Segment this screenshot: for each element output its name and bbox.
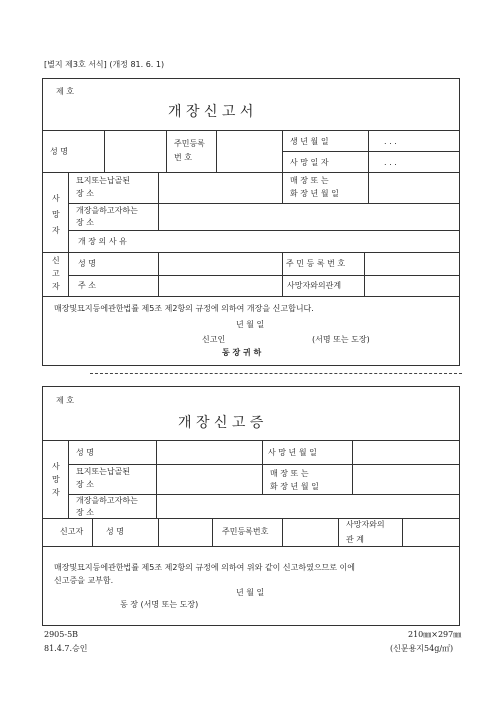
- birth-date-label: 생 년 월 일: [290, 137, 329, 146]
- cut-line: [90, 373, 462, 374]
- cert-statement-1: 매장및묘지등에관한법률 제5조 제2항의 규정에 의하여 위와 같이 신고하였으므로 이에: [54, 563, 356, 572]
- paper-type: (신문용지54g/㎡): [390, 644, 454, 653]
- new-place-label-2: 장 소: [76, 218, 94, 227]
- cert-deceased-side-3: 자: [52, 488, 60, 497]
- form1-title: 개 장 신 고 서: [168, 104, 254, 120]
- rrn-label-line2: 번 호: [174, 153, 192, 162]
- new-place-label-1: 개장을하고자하는: [76, 206, 138, 215]
- deceased-side-1: 사: [52, 194, 60, 203]
- approval-date: 81.4.7.승인: [44, 644, 88, 653]
- form-reference: [별지 제3호 서식] (개정 81. 6. 1): [44, 60, 165, 69]
- signer-label: 신고인: [202, 335, 226, 344]
- form-code: 2905-5B: [44, 630, 79, 639]
- date-line: 년 월 일: [236, 320, 265, 329]
- death-date-label: 사 망 일 자: [290, 158, 329, 167]
- birth-date-value[interactable]: . . .: [384, 137, 397, 146]
- cert-reporter-label: 신고자: [60, 527, 84, 536]
- cert-date-line: 년 월 일: [236, 588, 265, 597]
- cert-grave-label-2: 장 소: [76, 480, 94, 489]
- reporter-name-label: 성 명: [78, 259, 96, 268]
- reporter-address-label: 주 소: [78, 281, 96, 290]
- cert-death-date-label: 사 망 년 월 일: [268, 448, 317, 457]
- form2-title: 개 장 신 고 증: [178, 415, 264, 431]
- addressee: 동 장 귀 하: [222, 348, 262, 357]
- cert-deceased-side-2: 망: [52, 475, 60, 484]
- cert-burial-label-1: 매 장 또 는: [270, 469, 309, 478]
- reporter-side-1: 신: [52, 256, 60, 265]
- cert-relation-label-1: 사망자와의: [346, 520, 385, 529]
- statement: 매장및묘지등에관한법률 제5조 제2항의 규정에 의하여 개장을 신고합니다.: [54, 304, 314, 313]
- name-field[interactable]: [105, 131, 165, 171]
- cert-new-place-label-2: 장 소: [76, 508, 94, 517]
- reporter-rrn-label: 주 민 등 록 번 호: [286, 259, 346, 268]
- form1-number-label: 제 호: [56, 87, 74, 96]
- reason-label: 개 장 의 사 유: [78, 237, 127, 246]
- cert-grave-label-1: 묘지또는납골된: [76, 467, 131, 476]
- cert-burial-label-2: 화 장 년 월 일: [270, 482, 319, 491]
- burial-date-label-1: 매 장 또 는: [290, 176, 329, 185]
- paper-size: 210㎜×297㎜: [408, 630, 462, 639]
- rrn-label-line1: 주민등록: [174, 139, 205, 148]
- reporter-side-2: 고: [52, 269, 60, 278]
- grave-place-label-2: 장 소: [76, 189, 94, 198]
- cert-reporter-name-label: 성 명: [106, 527, 124, 536]
- cert-relation-label-2: 관 계: [346, 535, 364, 544]
- deceased-side-2: 망: [52, 210, 60, 219]
- form2-number-label: 제 호: [56, 396, 74, 405]
- cert-deceased-side-1: 사: [52, 462, 60, 471]
- cert-statement-2: 신고증을 교부함.: [54, 576, 114, 585]
- cert-name-label: 성 명: [76, 448, 94, 457]
- burial-date-label-2: 화 장 년 월 일: [290, 189, 339, 198]
- relation-label: 사망자와의관계: [287, 281, 342, 290]
- reporter-side-3: 자: [52, 282, 60, 291]
- death-date-value[interactable]: . . .: [384, 158, 397, 167]
- signer-note: (서명 또는 도장): [312, 335, 370, 344]
- cert-reporter-rrn-label: 주민등록번호: [222, 527, 269, 536]
- deceased-side-3: 자: [52, 226, 60, 235]
- grave-place-label-1: 묘지또는납골된: [76, 176, 131, 185]
- cert-signer: 동 장 (서명 또는 도장): [120, 600, 199, 609]
- cert-new-place-label-1: 개장을하고자하는: [76, 496, 138, 505]
- name-label: 성 명: [50, 147, 68, 156]
